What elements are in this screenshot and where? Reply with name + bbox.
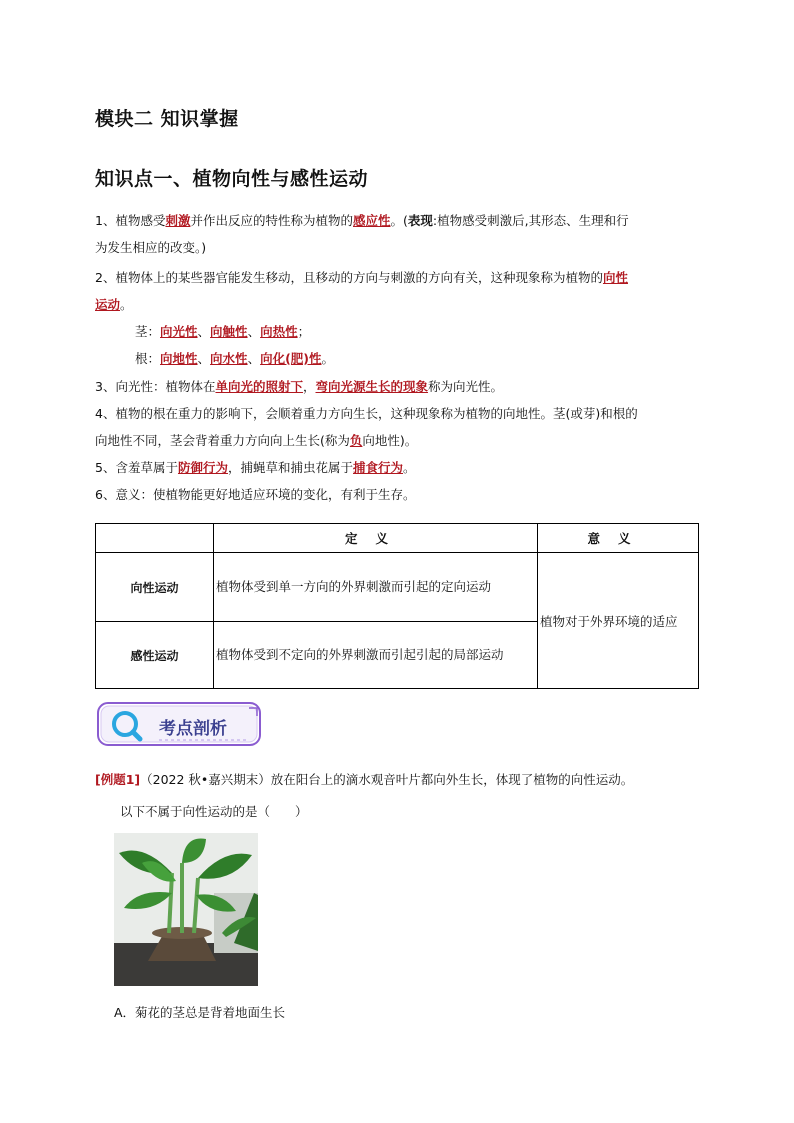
comparison-table <box>95 523 699 689</box>
paragraph-4-line-2 <box>95 432 417 450</box>
key-term: 向水性 <box>210 351 248 366</box>
separator: 。 <box>321 351 335 366</box>
definition-nastic-movement: 植物体受到不定向的外界刺激而引起引起的局部运动 <box>214 622 538 689</box>
text: ，捕蝇草和捕虫花属于 <box>227 460 353 475</box>
exam-analysis-badge <box>97 700 265 750</box>
paragraph-4-line-1: 4、植物的根在重力的影响下，会顺着重力方向生长，这种现象称为植物的向地性。茎(或芽)和根的 <box>95 406 638 421</box>
text: 2、植物体上的某些器官能发生移动，且移动的方向与刺激的方向有关，这种现象称为植物的 <box>95 270 603 285</box>
key-term: 向地性 <box>160 351 198 366</box>
text: :植物感受刺激后,其形态、生理和行 <box>432 213 629 228</box>
potted-plant-photo <box>114 833 258 986</box>
table-header-row <box>96 524 699 553</box>
key-term: 单向光的照射下 <box>215 379 303 394</box>
label: 根： <box>135 351 161 366</box>
meaning-cell: 植物对于外界环境的适应 <box>538 553 699 689</box>
text: 。 <box>120 297 133 312</box>
text: ， <box>302 379 316 394</box>
stem-tropisms <box>135 323 310 341</box>
paragraph-2-line-1 <box>95 269 628 287</box>
text: 5、含羞草属于 <box>95 460 178 475</box>
key-term: 向性 <box>602 270 628 285</box>
text: 向地性不同，茎会背着重力方向向上生长(称为 <box>95 433 350 448</box>
header-empty-cell <box>96 524 214 553</box>
table-row <box>96 553 699 622</box>
separator: 、 <box>247 351 261 366</box>
paragraph-3 <box>95 378 503 396</box>
text: 3、向光性：植物体在 <box>95 379 216 394</box>
header-meaning: 意义 <box>538 524 699 553</box>
text: 。( <box>390 213 408 228</box>
key-term: 捕食行为 <box>353 460 404 475</box>
example-1-line-1 <box>95 770 633 788</box>
separator: 、 <box>197 351 211 366</box>
key-term: 负 <box>349 433 363 448</box>
separator: 、 <box>197 324 211 339</box>
example-tag: [例题1] <box>95 772 141 787</box>
paragraph-1-line-1 <box>95 212 629 230</box>
knowledge-point-title: 知识点一、植物向性与感性运动 <box>95 168 369 190</box>
module-title: 模块二 知识掌握 <box>95 108 239 130</box>
separator: ； <box>297 324 311 339</box>
key-term: 防御行为 <box>177 460 228 475</box>
example-1-line-2: 以下不属于向性运动的是（ ） <box>120 804 308 819</box>
paragraph-5 <box>95 459 416 477</box>
term-nastic-movement: 感性运动 <box>96 622 214 689</box>
text: 。 <box>403 460 416 475</box>
text: 称为向光性。 <box>428 379 504 394</box>
badge-text: 考点剖析 <box>159 719 227 739</box>
key-term: 弯向光源生长的现象 <box>315 379 429 394</box>
text: 向地性)。 <box>362 433 418 448</box>
paragraph-6: 6、意义：使植物能更好地适应环境的变化，有利于生存。 <box>95 487 416 502</box>
example-text: （2022 秋•嘉兴期末）放在阳台上的滴水观音叶片都向外生长，体现了植物的向性运动。 <box>140 772 634 787</box>
key-term: 向热性 <box>260 324 298 339</box>
text: 1、植物感受 <box>95 213 166 228</box>
key-term: 向光性 <box>160 324 198 339</box>
root-tropisms <box>135 350 334 368</box>
paragraph-2-line-2 <box>95 296 133 314</box>
key-term: 向触性 <box>210 324 248 339</box>
term-tropic-movement: 向性运动 <box>96 553 214 622</box>
key-term: 感应性 <box>352 213 391 228</box>
paragraph-1-line-2: 为发生相应的改变。) <box>95 240 207 255</box>
bold-label: 表现 <box>407 213 433 228</box>
header-definition: 定义 <box>214 524 538 553</box>
label: 茎： <box>135 324 161 339</box>
key-term: 向化(肥)性 <box>260 351 322 366</box>
definition-tropic-movement: 植物体受到单一方向的外界刺激而引起的定向运动 <box>214 553 538 622</box>
key-term: 刺激 <box>165 213 191 228</box>
separator: 、 <box>247 324 261 339</box>
key-term: 运动 <box>95 297 121 312</box>
option-a: A．菊花的茎总是背着地面生长 <box>114 1005 286 1020</box>
text: 并作出反应的特性称为植物的 <box>190 213 353 228</box>
